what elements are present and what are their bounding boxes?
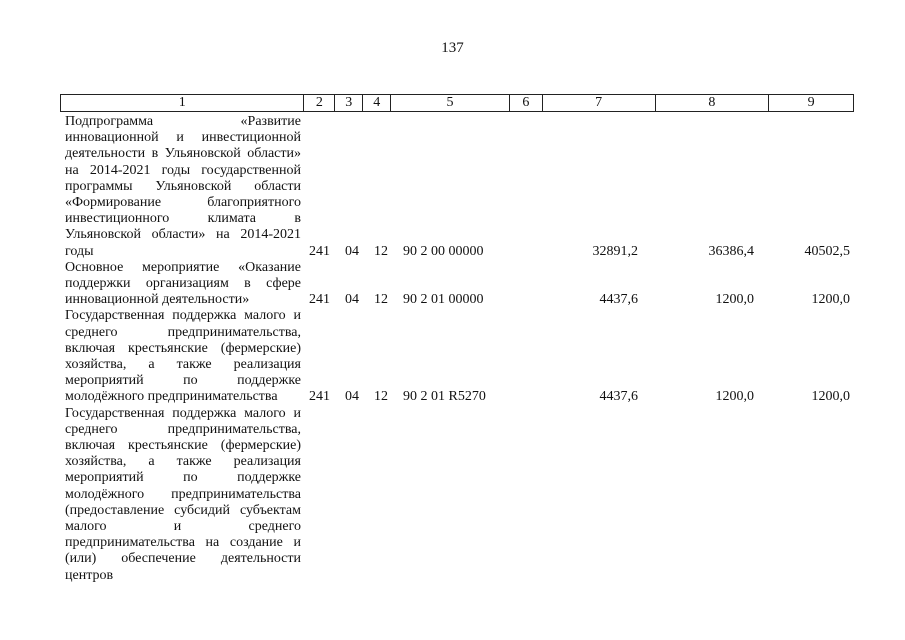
cell-amount-col7: 32891,2 [592, 243, 638, 259]
row-description: Подпрограмма «Развитие инновационной и инвестиционной деятельности в Ульяновской области» на 2014-2021 годы государственной программы Ульяновской области «Формирование благоприятного инвестиционного климата в Ульяновской области» на 2014-2021 годы [65, 114, 301, 259]
cell-admin-code: 241 [309, 243, 330, 259]
header-col-2: 2 [304, 95, 335, 111]
cell-amount-col8: 1200,0 [715, 389, 754, 405]
header-col-1: 1 [61, 95, 304, 111]
cell-subsection: 12 [374, 243, 388, 259]
page-number: 137 [441, 40, 464, 56]
cell-subsection: 12 [374, 292, 388, 308]
header-col-5: 5 [391, 95, 510, 111]
cell-subsection: 12 [374, 389, 388, 405]
cell-target-article: 90 2 01 00000 [403, 292, 484, 308]
table-row [60, 114, 854, 260]
cell-section: 04 [345, 292, 359, 308]
header-col-4: 4 [363, 95, 391, 111]
cell-admin-code: 241 [309, 389, 330, 405]
header-col-8: 8 [656, 95, 770, 111]
cell-admin-code: 241 [309, 292, 330, 308]
table-row [60, 260, 854, 309]
cell-amount-col9: 1200,0 [811, 292, 850, 308]
table-header [60, 94, 854, 112]
cell-amount-col9: 1200,0 [811, 389, 850, 405]
table-row [60, 308, 854, 405]
cell-section: 04 [345, 243, 359, 259]
row-description: Государственная поддержка малого и среднего предпринимательства, включая крестьянские (фермерские) хозяйства, а также реализация мероприятий по поддержке молодёжного предпринимательства (предоставление субсидий субъектам малого и среднего предпринимательства на создание и (или) обеспечение деятельности центров [65, 405, 301, 583]
header-col-9: 9 [807, 95, 815, 110]
cell-amount-col8: 1200,0 [715, 292, 754, 308]
cell-amount-col9: 40502,5 [804, 243, 850, 259]
header-col-7: 7 [543, 95, 656, 111]
cell-section: 04 [345, 389, 359, 405]
cell-amount-col7: 4437,6 [599, 389, 638, 405]
row-description: Основное мероприятие «Оказание поддержки организациям в сфере инновационной деятельности» [65, 259, 301, 308]
cell-target-article: 90 2 00 00000 [403, 243, 484, 259]
row-description: Государственная поддержка малого и среднего предпринимательства, включая крестьянские (фермерские) хозяйства, а также реализация мероприятий по поддержке молодёжного предпринимательства [65, 308, 301, 405]
header-col-3: 3 [335, 95, 363, 111]
table-row [60, 406, 854, 584]
header-col-6: 6 [510, 95, 543, 111]
cell-amount-col8: 36386,4 [708, 243, 754, 259]
cell-target-article: 90 2 01 R5270 [403, 389, 486, 405]
table-body [60, 114, 854, 584]
cell-amount-col7: 4437,6 [599, 292, 638, 308]
